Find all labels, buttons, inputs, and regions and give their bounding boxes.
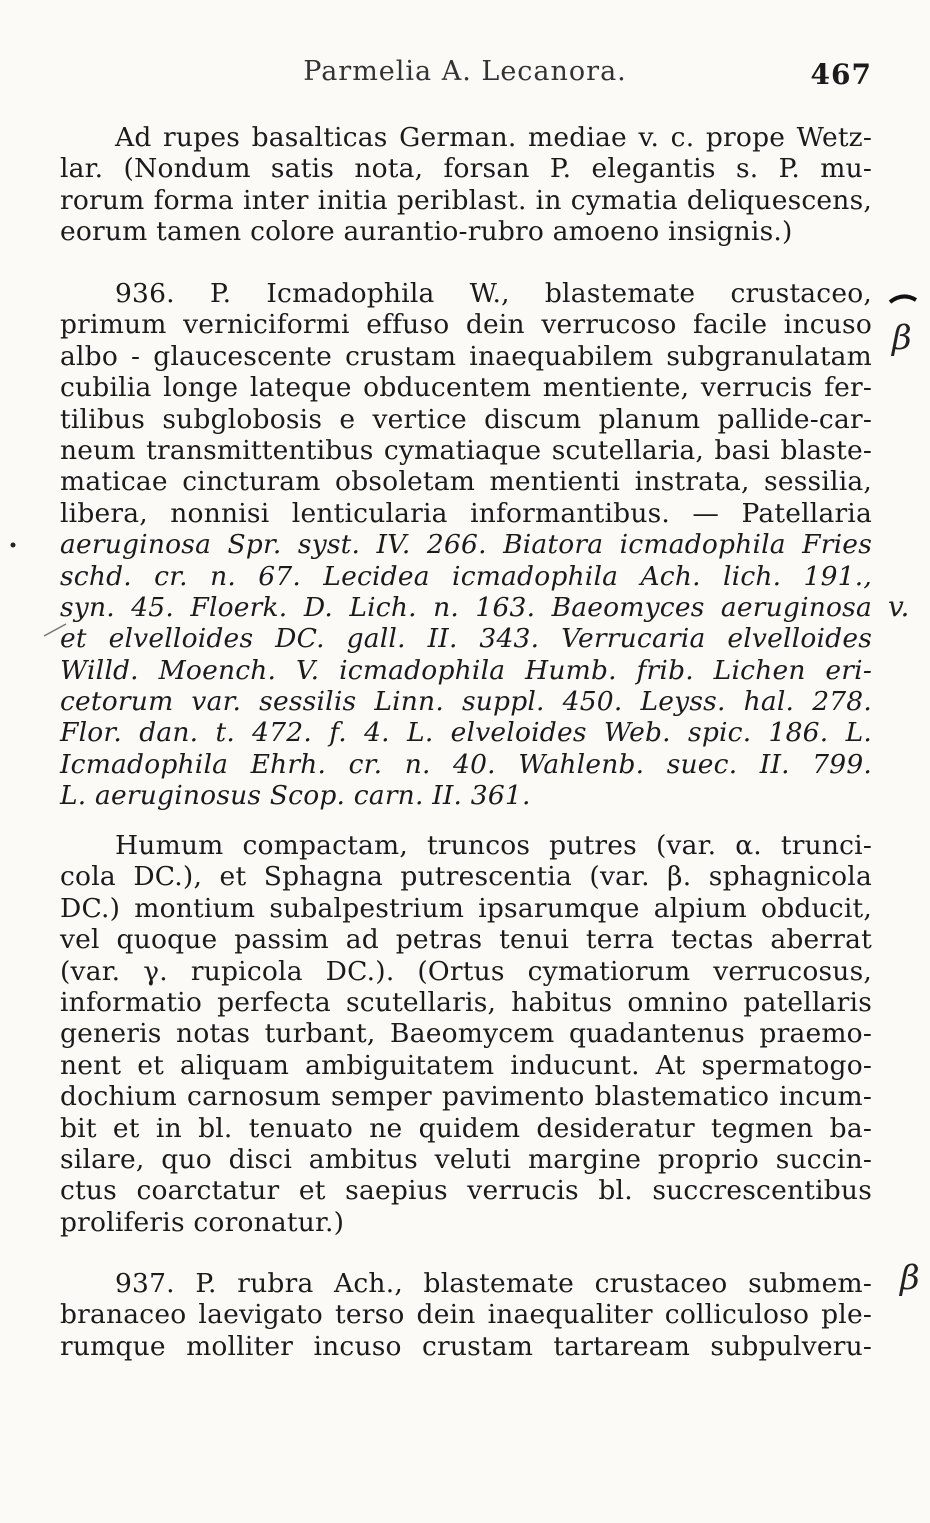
margin-note-beta: β	[892, 318, 912, 358]
synonym-line: aeruginosa Spr. syst. IV. 266. Biatora icmadophila Fries	[60, 529, 872, 561]
synonym-line: cetorum var. sessilis Linn. suppl. 450. Leyss. hal. 278.	[60, 686, 872, 718]
text-line: (var. γ. rupicola DC.). (Ortus cymatiorum verrucosus,	[60, 955, 872, 987]
text-line: primum verniciformi effuso dein verrucoso facile incuso	[60, 309, 872, 341]
text-line: cubilia longe lateque obducentem mentiente, verrucis fer-	[60, 372, 872, 404]
text-line: vel quoque passim ad petras tenui terra tectas aberrat	[60, 924, 872, 956]
dot-mark-icon	[8, 540, 18, 550]
species-heading-line: 936. P. Icmadophila W., blastemate crustaceo,	[115, 278, 872, 309]
margin-note-beta: β	[900, 1258, 920, 1298]
text-line: libera, nonnisi lenticularia informantibus. — Patellaria	[60, 497, 872, 529]
text-line: DC.) montium subalpestrium ipsarumque alpium obducit,	[60, 892, 872, 924]
text-line: bit et in bl. tenuato ne quidem desideratur tegmen ba-	[60, 1112, 872, 1144]
text-line: proliferis coronatur.)	[60, 1206, 345, 1238]
species-entry-937	[60, 1268, 872, 1362]
synonym-line: Willd. Moench. V. icmadophila Humb. frib. Lichen eri-	[60, 654, 872, 686]
synonym-line: schd. cr. n. 67. Lecidea icmadophila Ach. lich. 191.,	[60, 560, 872, 592]
page-header	[0, 56, 930, 96]
stroke-mark-icon	[40, 620, 70, 640]
text-line: generis notas turbant, Baeomycem quadantenus praemo-	[60, 1018, 872, 1050]
ink-mark-icon	[888, 290, 918, 310]
species-heading-line: 937. P. rubra Ach., blastemate crustaceo submem-	[115, 1268, 872, 1299]
synonym-line: Flor. dan. t. 472. f. 4. L. elveloides Web. spic. 186. L.	[60, 717, 872, 749]
text-line: informatio perfecta scutellaris, habitus omnino patellaris	[60, 986, 872, 1018]
text-line: eorum tamen colore aurantio-rubro amoeno insignis.)	[60, 216, 793, 248]
synonym-line: syn. 45. Floerk. D. Lich. n. 163. Baeomyces aeruginosa	[60, 591, 872, 623]
paragraph-habitat-936	[60, 830, 872, 1238]
text-line: rorum forma inter initia periblast. in cymatia deliquescens,	[60, 184, 872, 216]
text-line: tilibus subglobosis e vertice discum planum pallide-car-	[60, 403, 872, 435]
text-line: lar. (Nondum satis nota, forsan P. elegantis s. P. mu-	[60, 153, 872, 185]
text-line: rumque molliter incuso crustam tartaream subpulveru-	[60, 1330, 872, 1362]
synonym-line: Icmadophila Ehrh. cr. n. 40. Wahlenb. suec. II. 799.	[60, 748, 872, 780]
running-title: Parmelia A. Lecanora.	[303, 56, 627, 87]
synonym-line: et elvelloides DC. gall. II. 343. Verrucaria elvelloides	[60, 623, 872, 655]
text-line: Humum compactam, truncos putres (var. α. trunci-	[115, 830, 872, 861]
text-line: ctus coarctatur et saepius verrucis bl. succrescentibus	[60, 1175, 872, 1207]
text-line: neum transmittentibus cymatiaque scutellaria, basi blaste-	[60, 434, 872, 466]
text-line: dochium carnosum semper pavimento blastematico incum-	[60, 1081, 872, 1113]
text-line: branaceo laevigato terso dein inaequaliter colliculoso ple-	[60, 1299, 872, 1331]
species-entry-936	[60, 278, 872, 812]
text-line: Ad rupes basalticas German. mediae v. c. prope Wetz-	[115, 122, 872, 153]
text-line: nent et aliquam ambiguitatem inducunt. At spermatogo-	[60, 1049, 872, 1081]
text-line: albo - glaucescente crustam inaequabilem subgranulatam	[60, 340, 872, 372]
margin-note-v: v.	[888, 590, 910, 623]
paragraph-habitat-1	[60, 122, 872, 248]
synonym-line: L. aeruginosus Scop. carn. II. 361.	[60, 780, 531, 812]
page-number: 467	[810, 58, 872, 91]
text-line: silare, quo disci ambitus veluti margine proprio succin-	[60, 1143, 872, 1175]
text-line: cola DC.), et Sphagna putrescentia (var. β. sphagnicola	[60, 861, 872, 893]
text-line: maticae cincturam obsoletam mentienti instrata, sessilia,	[60, 466, 872, 498]
